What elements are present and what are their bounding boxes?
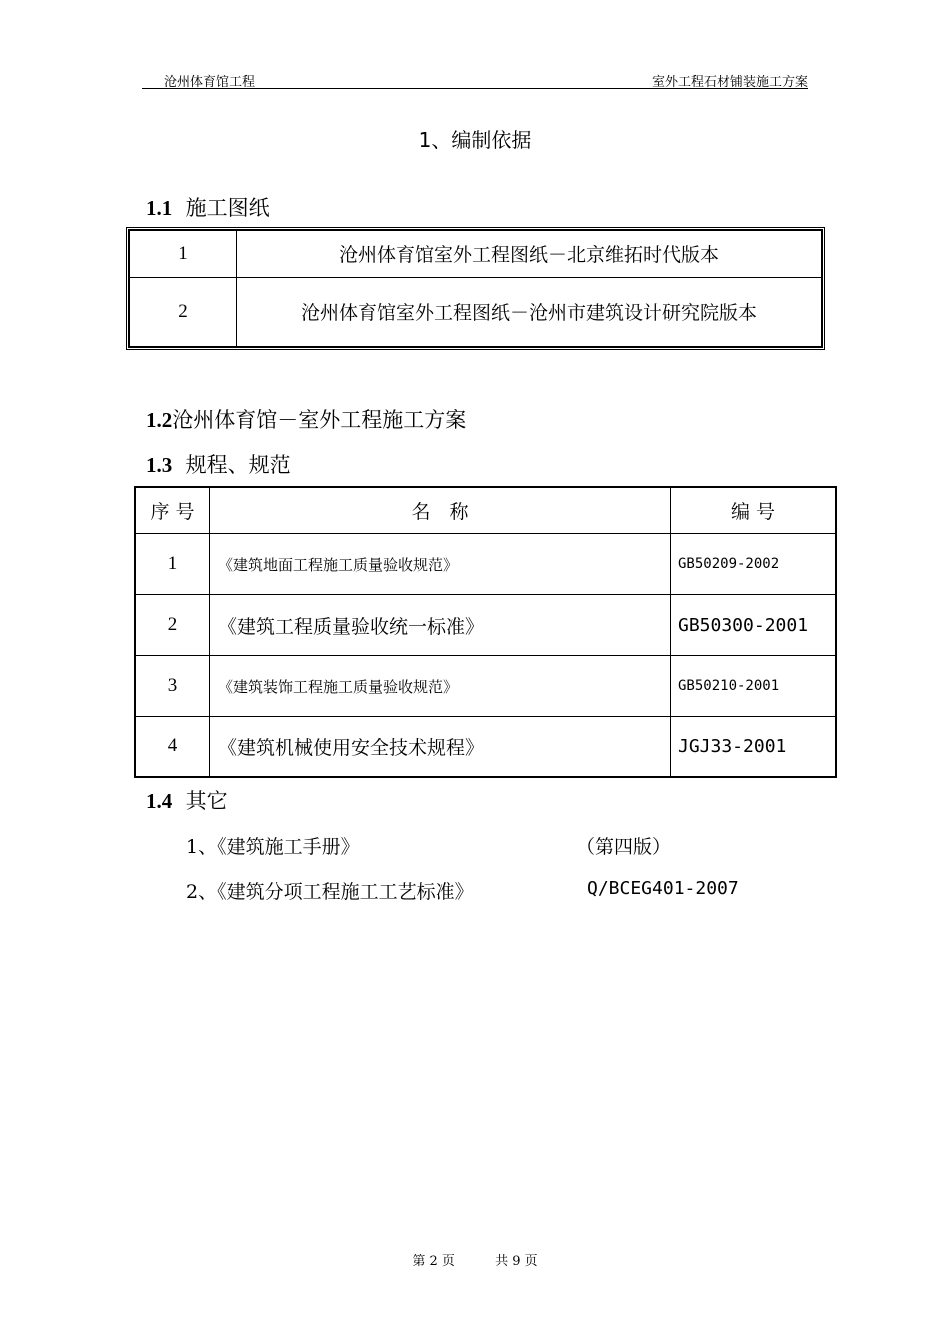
table-row <box>135 595 836 656</box>
other-reference-note: （第四版） <box>576 836 672 858</box>
header-document-name: 室外工程石材铺装施工方案 <box>651 75 808 90</box>
section-number: 1.4 <box>146 789 173 813</box>
table-row <box>135 534 836 595</box>
section-title: 规程、规范 <box>185 453 291 477</box>
section-1-3-heading <box>146 449 291 479</box>
section-1-4-heading <box>146 785 228 815</box>
row-code: GB50210-2001 <box>671 656 837 717</box>
header-project-name: 沧州体育馆工程 <box>164 75 256 90</box>
row-no: 4 <box>135 717 210 777</box>
page-number: 第 2 页 <box>412 1254 455 1269</box>
row-name: 《建筑装饰工程施工质量验收规范》 <box>210 656 671 717</box>
table-row <box>135 656 836 717</box>
other-reference-code: Q/BCEG401-2007 <box>587 878 739 899</box>
drawing-no: 1 <box>129 230 237 277</box>
section-number: 1.2 <box>146 408 173 432</box>
row-name: 《建筑工程质量验收统一标准》 <box>210 595 671 656</box>
row-no: 1 <box>135 534 210 595</box>
section-title: 其它 <box>185 789 228 813</box>
header-no: 序 号 <box>135 487 210 534</box>
page-footer <box>0 1250 950 1269</box>
table-row <box>129 230 822 277</box>
table-header-row <box>135 487 836 534</box>
drawings-table <box>128 229 823 348</box>
drawing-no: 2 <box>129 277 237 347</box>
row-code: JGJ33-2001 <box>671 717 837 777</box>
row-code: GB50209-2002 <box>671 534 837 595</box>
row-code: GB50300-2001 <box>671 595 837 656</box>
section-title: 施工图纸 <box>185 196 270 220</box>
header-name: 名 称 <box>210 487 671 534</box>
total-pages: 共 9 页 <box>495 1254 538 1269</box>
row-no: 2 <box>135 595 210 656</box>
table-row <box>129 277 822 347</box>
other-reference-label: 2、《建筑分项工程施工工艺标准》 <box>186 881 474 903</box>
section-number: 1.3 <box>146 453 173 477</box>
page-header <box>142 68 808 89</box>
section-1-1-heading <box>146 192 270 222</box>
drawing-name: 沧州体育馆室外工程图纸－沧州市建筑设计研究院版本 <box>237 277 823 347</box>
section-title: 沧州体育馆－室外工程施工方案 <box>172 408 467 432</box>
other-reference-label: 1、《建筑施工手册》 <box>186 836 360 858</box>
codes-table <box>134 486 837 778</box>
row-name: 《建筑地面工程施工质量验收规范》 <box>210 534 671 595</box>
section-1-2-heading <box>146 404 466 434</box>
header-code: 编 号 <box>671 487 837 534</box>
row-name: 《建筑机械使用安全技术规程》 <box>210 717 671 777</box>
document-title: 1、编制依据 <box>418 128 532 152</box>
drawing-name: 沧州体育馆室外工程图纸－北京维拓时代版本 <box>237 230 823 277</box>
section-number: 1.1 <box>146 196 173 220</box>
row-no: 3 <box>135 656 210 717</box>
table-row <box>135 717 836 777</box>
